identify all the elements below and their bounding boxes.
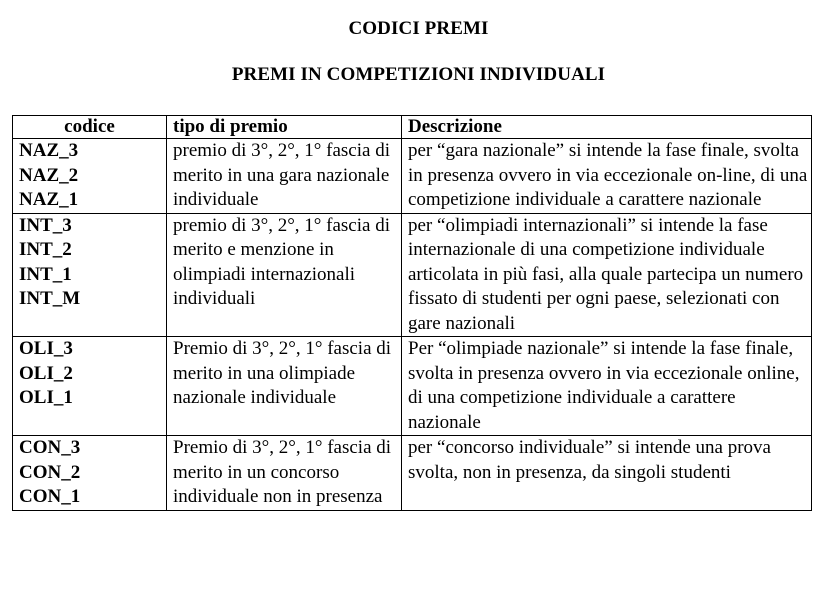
table-header-row bbox=[13, 116, 812, 139]
code: CON_3 bbox=[19, 437, 81, 458]
table-row bbox=[13, 337, 812, 436]
codes-cell bbox=[13, 436, 167, 511]
description-cell bbox=[402, 213, 812, 337]
header-descrizione: Descrizione bbox=[402, 116, 812, 139]
table-row bbox=[13, 436, 812, 511]
code: NAZ_2 bbox=[19, 164, 79, 186]
code: INT_M bbox=[19, 288, 81, 309]
code: INT_2 bbox=[19, 239, 72, 260]
code: CON_2 bbox=[19, 461, 81, 483]
description-cell bbox=[402, 436, 812, 511]
code: INT_3 bbox=[19, 214, 72, 236]
code: OLI_2 bbox=[19, 362, 73, 384]
award-type-text: premio di 3°, 2°, 1° fascia di merito e menzione in olimpiadi internazionali individuali bbox=[173, 214, 390, 309]
header-codice: codice bbox=[13, 116, 167, 139]
code: NAZ_1 bbox=[19, 189, 79, 210]
award-type-text: Premio di 3°, 2°, 1° fascia di merito in una olimpiade nazionale individuale bbox=[173, 338, 392, 408]
award-type-text: Premio di 3°, 2°, 1° fascia di merito in un concorso individuale non in presenza bbox=[173, 437, 392, 507]
description-text: per “gara nazionale” si intende la fase finale, svolta in presenza ovvero in via eccezionale on-line, di una competizione individuale a carattere nazionale bbox=[408, 140, 808, 210]
description-cell bbox=[402, 139, 812, 214]
code: CON_1 bbox=[19, 486, 81, 507]
codes-cell bbox=[13, 213, 167, 337]
code: NAZ_3 bbox=[19, 140, 79, 161]
table-row bbox=[13, 213, 812, 337]
award-type-cell bbox=[167, 436, 402, 511]
codes-cell bbox=[13, 139, 167, 214]
description-text: Per “olimpiade nazionale” si intende la fase finale, svolta in presenza ovvero in via eccezionale online, di una competizione individuale a carattere nazionale bbox=[408, 338, 800, 433]
code: OLI_1 bbox=[19, 387, 73, 408]
award-type-cell bbox=[167, 337, 402, 436]
page-title: CODICI PREMI bbox=[348, 18, 489, 39]
codes-cell bbox=[13, 337, 167, 436]
header-tipo-di-premio: tipo di premio bbox=[167, 116, 402, 139]
description-text: per “concorso individuale” si intende una prova svolta, non in presenza, da singoli studenti bbox=[408, 437, 771, 483]
code: OLI_3 bbox=[19, 338, 73, 359]
description-text: per “olimpiadi internazionali” si intende la fase internazionale di una competizione individuale articolata in più fasi, alla quale partecipa un numero fissato di studenti per ogni paese, selezionati con gare nazionali bbox=[408, 214, 804, 334]
code: INT_1 bbox=[19, 263, 72, 285]
award-type-text: premio di 3°, 2°, 1° fascia di merito in una gara nazionale individuale bbox=[173, 140, 390, 210]
table-row bbox=[13, 139, 812, 214]
award-type-cell bbox=[167, 139, 402, 214]
award-codes-table bbox=[12, 115, 812, 511]
description-cell bbox=[402, 337, 812, 436]
award-type-cell bbox=[167, 213, 402, 337]
section-subtitle: PREMI IN COMPETIZIONI INDIVIDUALI bbox=[231, 64, 606, 85]
